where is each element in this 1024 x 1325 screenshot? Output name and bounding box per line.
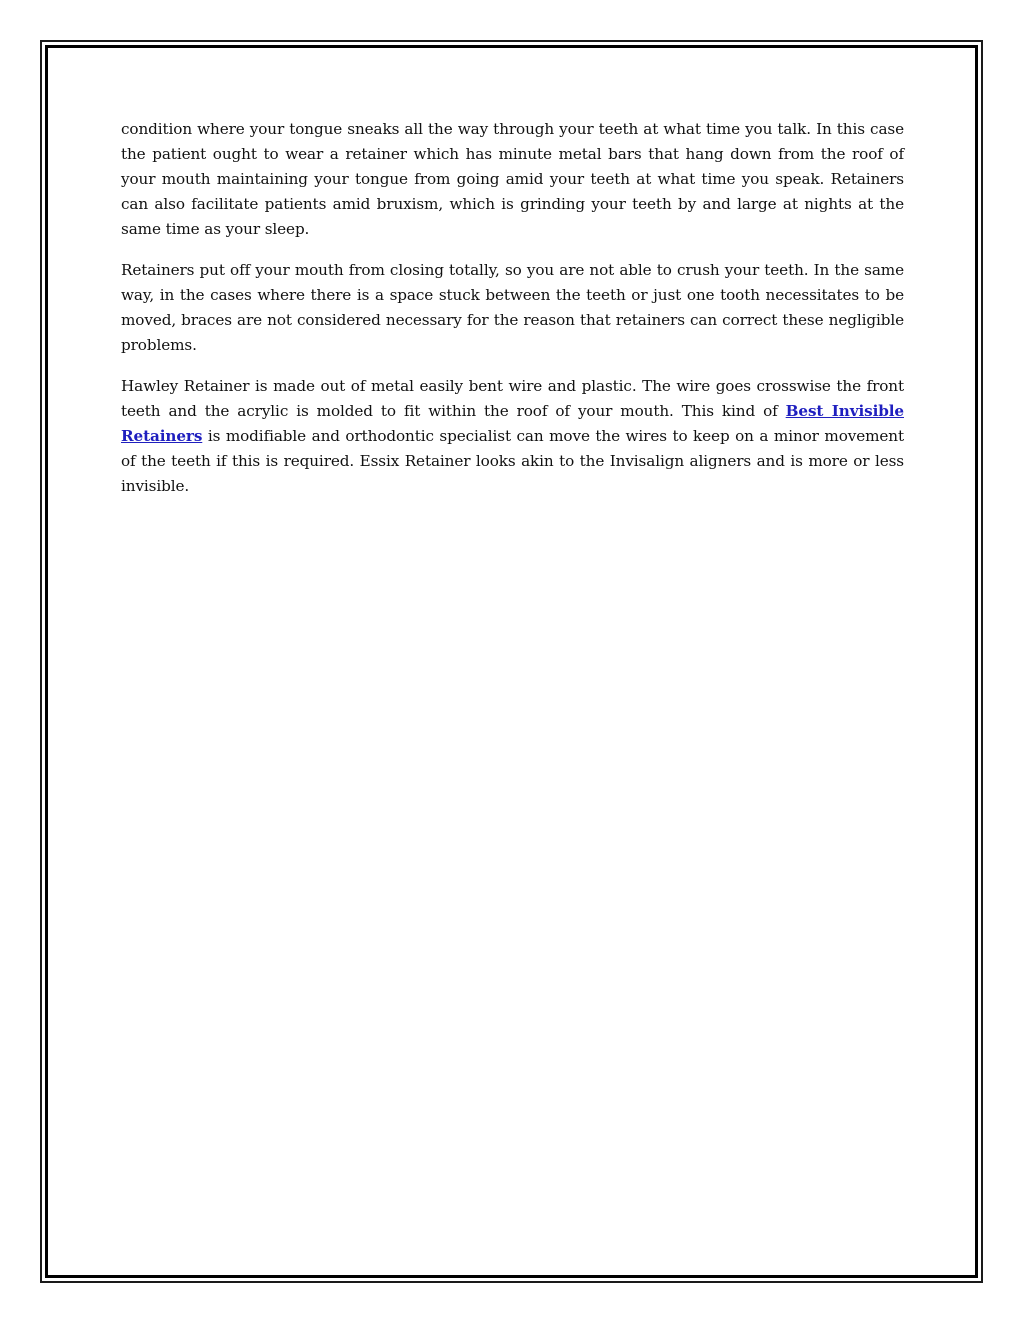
- paragraph-hawley-text-after: is modifiable and orthodontic specialist can move the wires to keep on a minor movement of the teeth if this is required. Essix Retainer looks akin to the Invisalign aligners and is more or less invisible.: [121, 427, 904, 495]
- best-invisible-retainers-link[interactable]: Best Invisible Retainers: [121, 402, 904, 445]
- paragraph-tongue-thrust: condition where your tongue sneaks all the way through your teeth at what time you talk. In this case the patient ought to wear a retainer which has minute metal bars that hang down from the roof of your mouth maintaining your tongue from going amid your teeth at what time you speak. Retainers can also facilitate patients amid bruxism, which is grinding your teeth by and large at nights at the same time as your sleep.: [121, 120, 904, 238]
- document-body: [121, 117, 904, 515]
- paragraph-retainers-closing: Retainers put off your mouth from closing totally, so you are not able to crush your teeth. In the same way, in the cases where there is a space stuck between the teeth or just one tooth necessitates to be moved, braces are not considered necessary for the reason that retainers can correct these negligible problems.: [121, 261, 904, 354]
- paragraph-hawley-retainer: [121, 374, 904, 499]
- paragraph-hawley-text-before: Hawley Retainer is made out of metal easily bent wire and plastic. The wire goes crosswise the front teeth and the acrylic is molded to fit within the roof of your mouth. This kind of: [121, 377, 904, 420]
